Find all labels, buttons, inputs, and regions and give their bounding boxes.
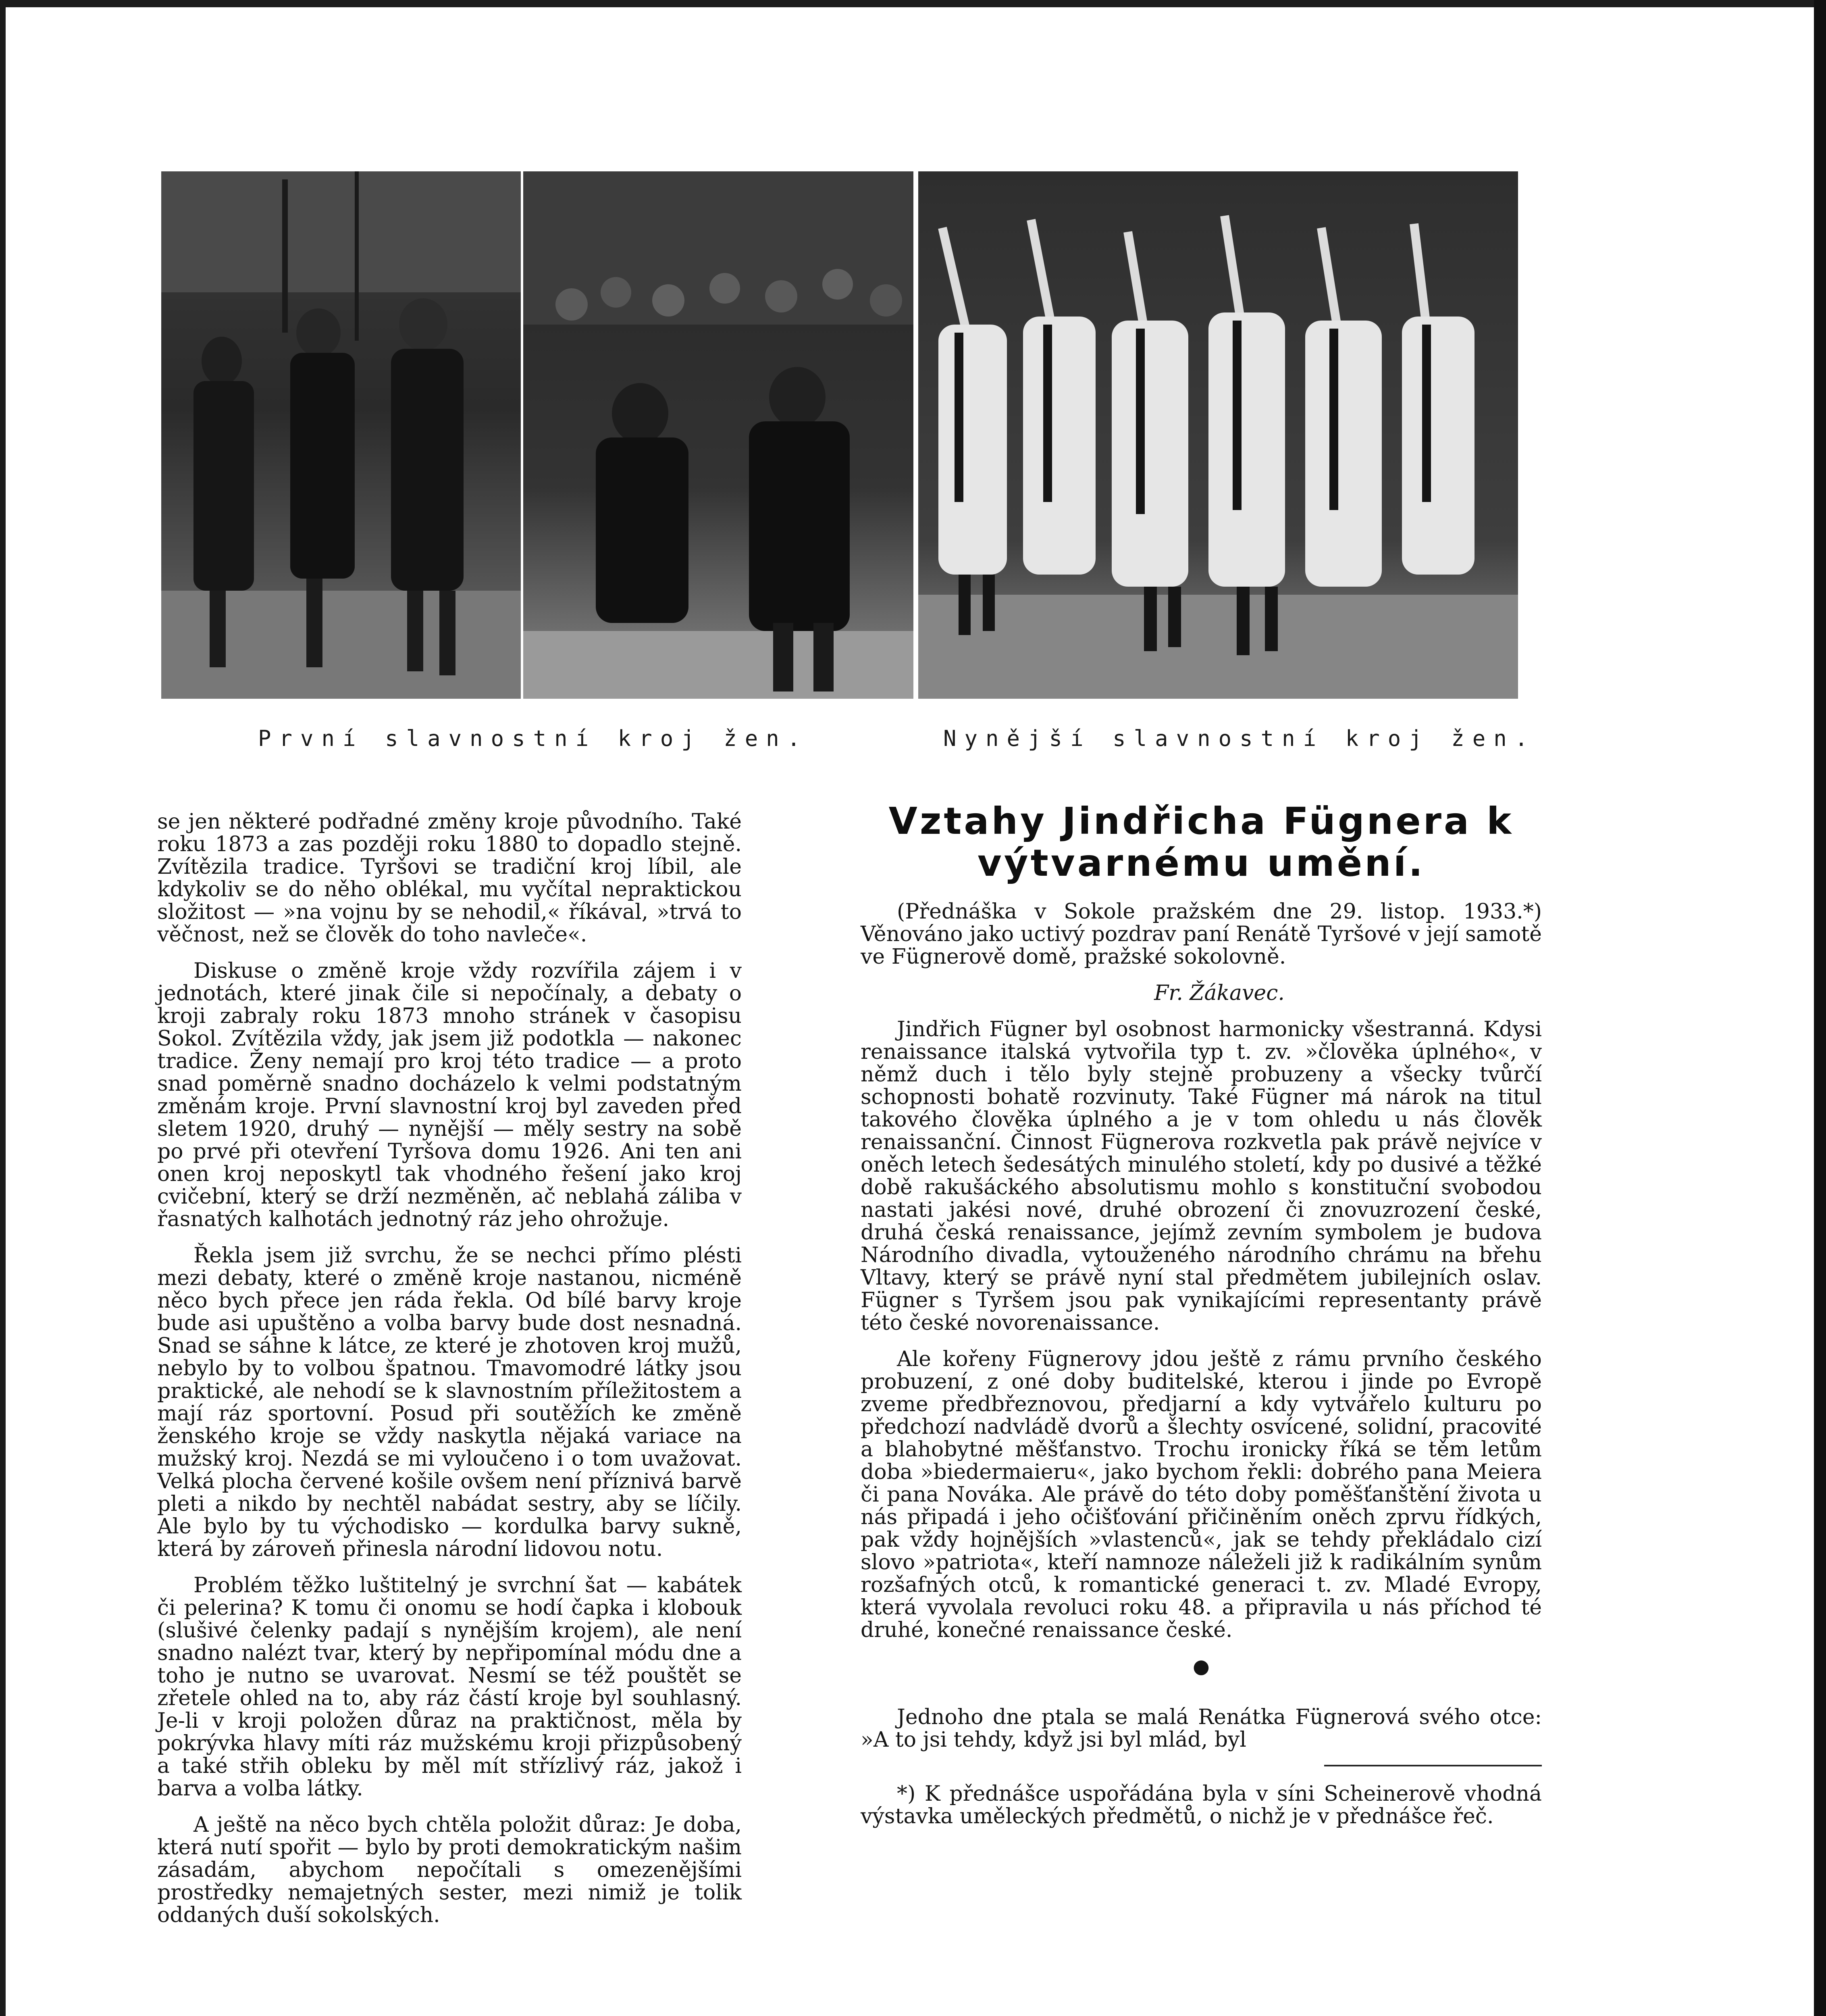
- footnote: *) K přednášce uspořádána byla v síni Scheinerově vhodná výstavka uměleckých předmětů, o nichž je v přednášce řeč.: [861, 1782, 1542, 1829]
- footnote-rule: [1324, 1765, 1542, 1766]
- left-article-column: [157, 810, 742, 1940]
- photo-uniformed-men: [161, 171, 521, 699]
- scan-border-left: [0, 0, 6, 2016]
- article-author: Fr. Žákavec.: [1154, 981, 1285, 1005]
- article-title: Vztahy Jindřicha Fügnera k výtvarnému umění.: [888, 800, 1514, 885]
- paragraph: Diskuse o změně kroje vždy rozvířila zájem i v jednotách, které jinak čile si nepočínaly, a debaty o kroji zabraly roku 1873 mnoho stránek v časopisu Sokol. Zvítězila vždy, jak jsem již podotkla — nakonec tradice. Ženy nemají pro kroj této tradice — a proto snad poměrně snadno docházelo k velmi podstatným změnám kroje. První slavnostní kroj byl zaveden před sletem 1920, druhý — nynější — měly sestry na sobě po prvé při otevření Tyršova domu 1926. Ani ten ani onen kroj neposkytl tak vhodného řešení jako kroj cvičební, který se drží nezměněn, ač neblahá záliba v řasnatých kalhotách jednotný ráz jeho ohrožuje.: [157, 959, 742, 1231]
- photo-women-costume-march: [918, 171, 1518, 699]
- scan-border-top: [0, 0, 1826, 7]
- paragraph: Ale kořeny Fügnerovy jdou ještě z rámu prvního českého probuzení, z oné doby buditelské, kterou i jinde po Evropě zveme předbřeznovou, předjarní a kdy vytvářelo kulturu po předchozí nadvládě dvorů a šlechty osvícené, solidní, pracovité a blahobytné měšťanstvo. Trochu ironicky říká se těm letům doba »biedermaieru«, jako bychom řekli: dobrého pana Meiera či pana Nováka. Ale právě do této doby poměšťanštění života u nás připadá i jeho očišťování přičiněním oněch zprvu řídkých, pak vždy hojnějších »vlastenců«, jak se tehdy překládalo cizí slovo »patriota«, kteří namnoze náleželi již k radikálním synům rozšafných otců, k romantické generaci t. zv. Mladé Evropy, která vyvolala revoluci roku 48. a připravila u nás příchod té druhé, konečné renaissance české.: [861, 1347, 1542, 1642]
- paragraph: Problém těžko luštitelný je svrchní šat — kabátek či pelerina? K tomu či onomu se hodí čapka i klobouk (slušivé čelenky padají s nynějším krojem), ale není snadno nalézt tvar, který by nepřipomínal módu dne a toho je nutno se uvarovat. Nesmí se též pouštět se zřetele ohled na to, aby ráz částí kroje byl souhlasný. Je-li v kroji položen důraz na praktičnost, měla by pokrývka hlavy míti ráz mužskému kroji přizpůsobený a také střih obleku by měl mít střízlivý ráz, jakož i barva a volba látky.: [157, 1573, 742, 1801]
- paragraph: Jindřich Fügner byl osobnost harmonicky všestranná. Kdysi renaissance italská vytvořila typ t. zv. »člověka úplného«, v němž duch i tělo byly stejně probuzeny a všecky tvůrčí schopnosti bohatě rozvinuty. Také Fügner má nárok na titul takového člověka úplného a je v tom ohledu u nás člověk renaissanční. Činnost Fügnerova rozkvetla pak právě nejvíce v oněch letech šedesátých minulého století, kdy po dusivé a těžké době rakušáckého absolutismu mohlo s konstituční svobodou nastati jakési nové, druhé obrození či znovuzrození české, druhá česká renaissance, jejímž zevním symbolem je budova Národního divadla, vytouženého národního chrámu na břehu Vltavy, který se právě nyní stal předmětem jubilejních oslav. Fügner s Tyršem jsou pak vynikajícími representanty právě této české novorenaissance.: [861, 1017, 1542, 1335]
- photo-caption-current-costume: Nynější slavnostní kroj žen.: [943, 726, 1536, 751]
- photo-procession-crowd: [523, 171, 913, 699]
- paragraph: se jen některé podřadné změny kroje původního. Také roku 1873 a zas později roku 1880 to dopadlo stejně. Zvítězila tradice. Tyršovi se tradiční kroj líbil, ale kdykoliv se do něho oblékal, mu vyčítal nepraktickou složitost — »na vojnu by se nehodil,« říkával, »trvá to věčnost, než se člověk do toho navleče«.: [157, 810, 742, 947]
- paragraph: A ještě na něco bych chtěla položit důraz: Je doba, která nutí spořit — bylo by proti demokratickým našim zásadám, abychom nepočítali s omezenějšími prostředky nemajetných sester, mezi nimiž je tolik oddaných duší sokolských.: [157, 1813, 742, 1927]
- scan-border-right: [1814, 0, 1826, 2016]
- photo-caption-first-costume: První slavnostní kroj žen.: [258, 726, 809, 751]
- paragraph: Jednoho dne ptala se malá Renátka Fügnerová svého otce: »A to jsi tehdy, když jsi byl mlád, byl: [861, 1705, 1542, 1752]
- section-separator: ●: [1193, 1655, 1210, 1678]
- paragraph: Řekla jsem již svrchu, že se nechci přímo plésti mezi debaty, které o změně kroje nastanou, nicméně něco bych přece jen ráda řekla. Od bílé barvy kroje bude asi upuštěno a volba barvy bude dost nesnadná. Snad se sáhne k látce, ze které je zhotoven kroj mužů, nebylo by to volbou špatnou. Tmavomodré látky jsou praktické, ale nehodí se k slavnostním příležitostem a mají ráz sportovní. Posud při soutěžích ke změně ženského kroje se vždy naskytla nějaká variace na mužský kroj. Nezdá se mi vyloučeno i o tom uvažovat. Velká plocha červené košile ovšem není příznivá barvě pleti a nikdo by nechtěl nabádat sestry, aby se líčily. Ale bylo by tu východisko — kordulka barvy sukně, která by zároveň přinesla národní lidovou notu.: [157, 1243, 742, 1561]
- article-subtitle: (Přednáška v Sokole pražském dne 29. listop. 1933.*) Věnováno jako uctivý pozdrav paní Renátě Tyršové v její samotě ve Fügnerově domě, pražské sokolovně.: [861, 900, 1542, 969]
- right-article-column: [861, 800, 1542, 1841]
